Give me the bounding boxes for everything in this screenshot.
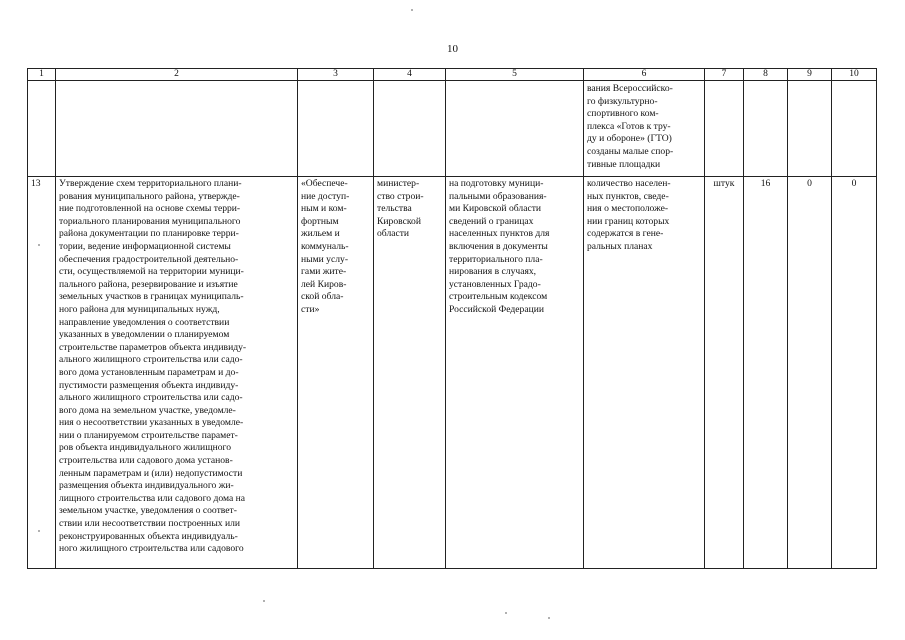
cont-cell-7 [705, 81, 744, 177]
column-header-6: 6 [584, 69, 705, 81]
cont-cell-9 [788, 81, 832, 177]
value-col-9: 0 [788, 177, 832, 569]
unit-of-measure: штук [705, 177, 744, 569]
cont-cell-10 [832, 81, 877, 177]
column-header-7: 7 [705, 69, 744, 81]
cont-cell-1 [28, 81, 56, 177]
continuation-row [28, 81, 877, 177]
program-name: «Обеспече- ние доступ- ным и ком- фортным жильем и коммуналь- ными услу- гами жите- лей Киров- ской обла- сти» [298, 177, 374, 569]
scan-speck [38, 244, 40, 246]
column-header-4: 4 [374, 69, 446, 81]
column-header-9: 9 [788, 69, 832, 81]
scan-speck [38, 530, 40, 532]
column-header-8: 8 [744, 69, 788, 81]
scan-speck [505, 612, 507, 614]
value-col-8: 16 [744, 177, 788, 569]
responsible-executor: министер- ство строи- тельства Кировской области [374, 177, 446, 569]
row-13 [28, 177, 877, 569]
row-number: 13 [28, 177, 56, 569]
scan-speck [548, 617, 550, 619]
column-header-10: 10 [832, 69, 877, 81]
page-number: 10 [447, 43, 458, 55]
measure-description: Утверждение схем территориального плани- рования муниципального района, утвержде- ние подготовленной на основе схемы терри- ториального планирования муниципального района документации по планировке терри- тории, ведение информационной системы обеспечения градостроительной деятельно- сти, осуществляемой на территории муници- пального района, резервирование и изъятие земельных участков в границах муниципаль- ного района для муниципальных нужд, направление уведомления о соответствии указанных в уведомлении о планируемом строительстве параметров объекта индивиду- ального жилищного строительства или садо- вого дома установленным параметрам и до- пустимости размещения объекта индивиду- ального жилищного строительства или садо- вого дома на земельном участке, уведомле- ния о несоответствии указанных в уведомле- нии о планируемом строительстве парамет- ров объекта индивидуального жилищного строительства или садового дома установ- ленным параметрам и (или) недопустимости размещения объекта индивидуального жи- лищного строительства или садового дома на земельном участке, уведомления о соответ- ствии или несоответствии построенных или реконструированных объекта индивидуаль- ного жилищного строительства или садового [56, 177, 298, 569]
column-number-row [28, 69, 877, 81]
cont-cell-5 [446, 81, 584, 177]
scan-speck [263, 600, 265, 602]
cont-cell-3 [298, 81, 374, 177]
subsidy-purpose: на подготовку муници- пальными образования- ми Кировской области сведений о границах населенных пунктов для включения в документы территориального пла- нирования в случаях, установленных Градо- строительным кодексом Российской Федерации [446, 177, 584, 569]
indicator-name: количество населен- ных пунктов, сведе- ния о местоположе- нии границ которых содержатся в гене- ральных планах [584, 177, 705, 569]
column-header-5: 5 [446, 69, 584, 81]
column-header-1: 1 [28, 69, 56, 81]
cont-cell-indicator: вания Всероссийско- го физкультурно- спортивного ком- плекса «Готов к тру- ду и обороне» (ГТО) созданы малые спор- тивные площадки [584, 81, 705, 177]
cont-cell-2 [56, 81, 298, 177]
scan-speck [411, 9, 413, 11]
cont-cell-8 [744, 81, 788, 177]
value-col-10: 0 [832, 177, 877, 569]
column-header-3: 3 [298, 69, 374, 81]
cont-cell-4 [374, 81, 446, 177]
program-table [27, 68, 877, 569]
column-header-2: 2 [56, 69, 298, 81]
